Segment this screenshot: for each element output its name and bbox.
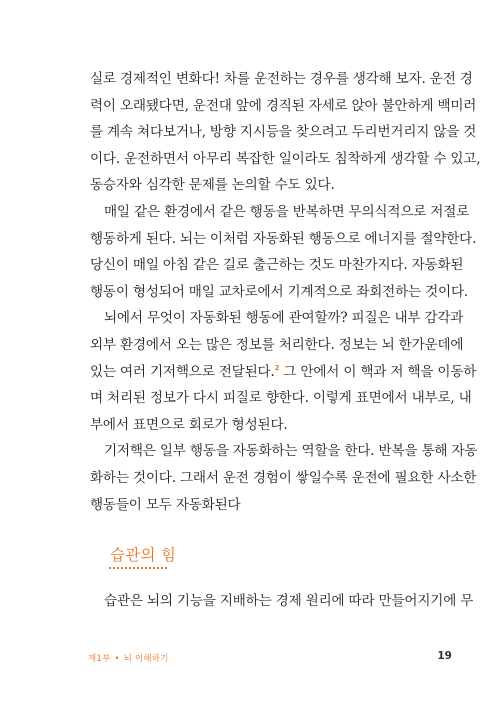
text-line: 이다. 운전하면서 아무리 복잡한 일이라도 침착하게 생각할 수 있고, (90, 150, 481, 167)
text-line: 력이 오래됐다면, 운전대 앞에 경직된 자세로 앉아 불안하게 백미러 (90, 97, 477, 114)
page-number: 19 (437, 650, 452, 662)
text-line: 행동하게 된다. 뇌는 이처럼 자동화된 행동으로 에너지를 절약한다. (90, 230, 477, 247)
text-line: 매일 같은 환경에서 같은 행동을 반복하면 무의식적으로 저절로 (104, 203, 470, 220)
body-text (90, 66, 481, 518)
text-line: 행동이 형성되어 매일 교차로에서 기계적으로 좌회전하는 것이다. (90, 283, 468, 300)
text-line: 뇌에서 무엇이 자동화된 행동에 관여할까? 피질은 내부 감각과 (104, 310, 464, 327)
running-footer (88, 652, 169, 664)
text-line: 화하는 것이다. 그래서 운전 경험이 쌓일수록 운전에 필요한 사소한 (90, 469, 477, 486)
text-line: 당신이 매일 아침 같은 길로 출근하는 것도 마찬가지다. 자동화된 (90, 257, 464, 274)
text-line: 기저핵은 일부 행동을 자동화하는 역할을 한다. 반복을 통해 자동 (104, 443, 478, 460)
text-segment: 그 안에서 이 핵과 저 핵을 이동하 (279, 363, 477, 380)
section-body (90, 588, 474, 615)
text-line: 부에서 표면으로 회로가 형성된다. (90, 416, 288, 433)
text-line: 행동들이 모두 자동화된다 (90, 496, 241, 513)
section-heading: 습관의 힘 (110, 546, 177, 564)
text-line: 외부 환경에서 오는 많은 정보를 처리한다. 정보는 뇌 한가운데에 (90, 336, 464, 353)
text-segment: 있는 여러 기저핵으로 전달된다. (90, 363, 275, 380)
heading-dotted-underline (109, 567, 167, 569)
text-line: 며 처리된 정보가 다시 피질로 향한다. 이렇게 표면에서 내부로, 내 (90, 390, 472, 407)
footer-separator: • (114, 654, 120, 664)
footnote-marker[interactable]: 2 (274, 363, 280, 372)
text-line: 실로 경제적인 변화다! 차를 운전하는 경우를 생각해 보자. 운전 경 (90, 71, 473, 87)
text-line-with-footnote (90, 359, 477, 386)
text-line: 동승자와 심각한 문제를 논의할 수도 있다. (90, 177, 335, 194)
footer-part: 제1부 (88, 654, 111, 664)
footer-chapter: 뇌 이해하기 (123, 654, 169, 664)
text-line: 습관은 뇌의 기능을 지배하는 경제 원리에 따라 만들어지기에 무 (104, 593, 474, 609)
text-line: 를 계속 쳐다보거나, 방향 지시등을 찾으려고 두리번거리지 않을 것 (90, 124, 477, 141)
